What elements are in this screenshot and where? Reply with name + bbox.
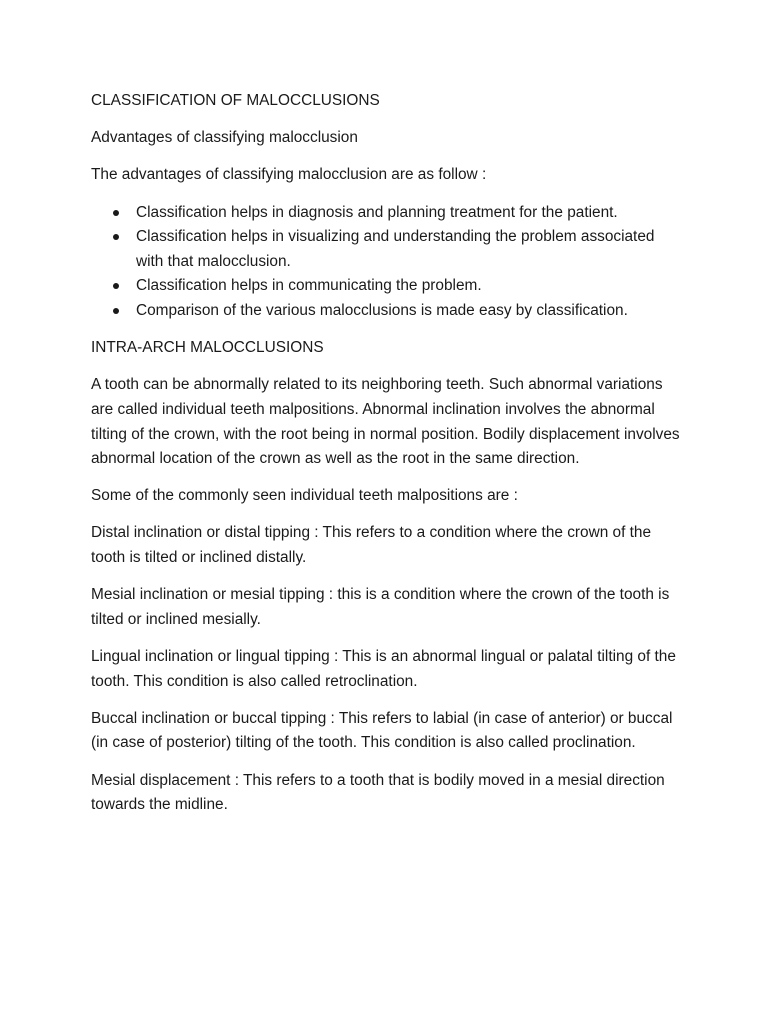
- paragraph: Buccal inclination or buccal tipping : This refers to labial (in case of anterior) or buccal (in case of posterior) tilting of the tooth. This condition is also called proclination.: [91, 709, 673, 752]
- list-item: [91, 201, 681, 226]
- list-item: [91, 274, 681, 299]
- list-item: [91, 299, 681, 324]
- document-page: [91, 89, 681, 830]
- paragraph: Lingual inclination or lingual tipping : This is an abnormal lingual or palatal tilting of the tooth. This condition is also called retroclination.: [91, 648, 676, 690]
- document-title: CLASSIFICATION OF MALOCCLUSIONS: [91, 92, 380, 109]
- advantages-list: [91, 201, 681, 324]
- paragraph: A tooth can be abnormally related to its neighboring teeth. Such abnormal variations are called individual teeth malpositions. Abnormal inclination involves the abnormal tilting of the crown, with the root being in normal position. Bodily displacement involves abnormal location of the crown as well as the root in the same direction.: [91, 376, 680, 468]
- section-heading: INTRA-ARCH MALOCCLUSIONS: [91, 339, 324, 357]
- paragraph: Mesial displacement : This refers to a tooth that is bodily moved in a mesial direction towards the midline.: [91, 771, 665, 814]
- list-item-text: Classification helps in communicating the problem.: [136, 277, 482, 295]
- bullet-icon: [113, 210, 119, 216]
- list-item-text: Classification helps in visualizing and understanding the problem associated with that malocclusion.: [136, 228, 655, 270]
- intro-paragraph: The advantages of classifying malocclusion are as follow :: [91, 166, 487, 184]
- bullet-icon: [113, 308, 119, 314]
- paragraph: Mesial inclination or mesial tipping : this is a condition where the crown of the tooth is tilted or inclined mesially.: [91, 586, 670, 628]
- document-subtitle: Advantages of classifying malocclusion: [91, 129, 358, 147]
- paragraph: Some of the commonly seen individual teeth malpositions are :: [91, 487, 518, 505]
- bullet-icon: [113, 283, 119, 289]
- list-item: [91, 225, 681, 274]
- bullet-icon: [113, 234, 119, 240]
- list-item-text: Classification helps in diagnosis and planning treatment for the patient.: [136, 203, 618, 221]
- list-item-text: Comparison of the various malocclusions is made easy by classification.: [136, 301, 628, 319]
- paragraph: Distal inclination or distal tipping : This refers to a condition where the crown of the tooth is tilted or inclined distally.: [91, 524, 652, 567]
